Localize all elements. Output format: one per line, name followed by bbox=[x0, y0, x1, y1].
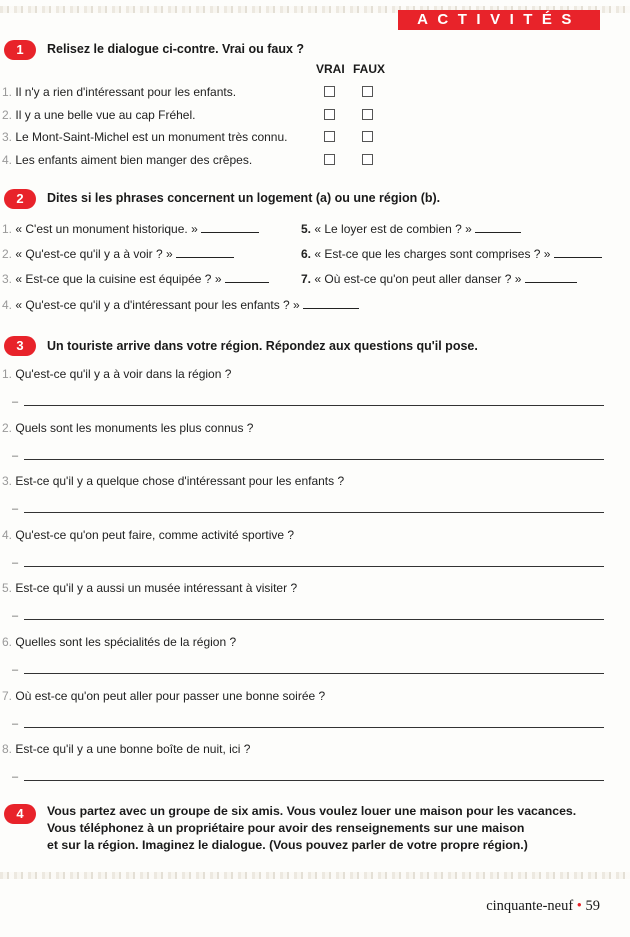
answer-line[interactable] bbox=[24, 459, 604, 460]
ex3-question: 3. Est-ce qu'il y a quelque chose d'intéressant pour les enfants ? bbox=[2, 474, 345, 488]
ex3-question: 5. Est-ce qu'il y a aussi un musée intéressant à visiter ? bbox=[2, 581, 298, 595]
answer-dash: – bbox=[12, 610, 19, 622]
faux-checkbox[interactable] bbox=[362, 131, 373, 142]
ex2-item: 4. « Qu'est-ce qu'il y a d'intéressant pour les enfants ? » bbox=[2, 298, 359, 312]
answer-blank[interactable] bbox=[554, 248, 602, 258]
answer-dash: – bbox=[12, 718, 19, 730]
answer-blank[interactable] bbox=[225, 273, 269, 283]
col-faux: FAUX bbox=[353, 62, 386, 76]
answer-dash: – bbox=[12, 396, 19, 408]
answer-dash: – bbox=[12, 450, 19, 462]
ex2-item: 3. « Est-ce que la cuisine est équipée ? » bbox=[2, 272, 269, 286]
answer-line[interactable] bbox=[24, 780, 604, 781]
col-vrai: VRAI bbox=[316, 62, 345, 76]
answer-dash: – bbox=[12, 771, 19, 783]
vrai-checkbox[interactable] bbox=[324, 131, 335, 142]
exercise-4-badge: 4 bbox=[4, 804, 36, 824]
exercise-1-badge: 1 bbox=[4, 40, 36, 60]
faux-checkbox[interactable] bbox=[362, 109, 373, 120]
vrai-checkbox[interactable] bbox=[324, 154, 335, 165]
ex2-item: 1. « C'est un monument historique. » bbox=[2, 222, 259, 236]
exercise-3-badge: 3 bbox=[4, 336, 36, 356]
answer-line[interactable] bbox=[24, 405, 604, 406]
ex3-question: 7. Où est-ce qu'on peut aller pour passer une bonne soirée ? bbox=[2, 689, 326, 703]
activites-banner: ACTIVITÉS bbox=[398, 10, 600, 30]
ex2-item: 7. « Où est-ce qu'on peut aller danser ? » bbox=[301, 272, 577, 286]
ex3-question: 6. Quelles sont les spécialités de la région ? bbox=[2, 635, 237, 649]
answer-line[interactable] bbox=[24, 727, 604, 728]
bottom-texture-strip bbox=[0, 872, 630, 879]
exercise-2-instruction: Dites si les phrases concernent un logement (a) ou une région (b). bbox=[47, 191, 441, 205]
ex2-item: 5. « Le loyer est de combien ? » bbox=[301, 222, 521, 236]
answer-dash: – bbox=[12, 557, 19, 569]
ex3-question: 1. Qu'est-ce qu'il y a à voir dans la région ? bbox=[2, 367, 232, 381]
ex3-question: 4. Qu'est-ce qu'on peut faire, comme activité sportive ? bbox=[2, 528, 295, 542]
exercise-2-badge: 2 bbox=[4, 189, 36, 209]
answer-blank[interactable] bbox=[176, 248, 234, 258]
ex3-question: 2. Quels sont les monuments les plus connus ? bbox=[2, 421, 254, 435]
faux-checkbox[interactable] bbox=[362, 86, 373, 97]
exercise-4-instruction: Vous partez avec un groupe de six amis. Vous voulez louer une maison pour les vacances. Vous téléphonez à un propriétaire pour avoir des renseignements sur une maison et sur la région. Imaginez le dialogue. (Vous pouvez parler de votre propre région.) bbox=[47, 804, 577, 852]
faux-checkbox[interactable] bbox=[362, 154, 373, 165]
vrai-checkbox[interactable] bbox=[324, 109, 335, 120]
answer-dash: – bbox=[12, 503, 19, 515]
ex2-item: 6. « Est-ce que les charges sont comprises ? » bbox=[301, 247, 602, 261]
footer-bullet: • bbox=[576, 898, 582, 914]
answer-line[interactable] bbox=[24, 566, 604, 567]
page-footer bbox=[486, 898, 600, 915]
answer-blank[interactable] bbox=[525, 273, 577, 283]
page-word: cinquante-neuf bbox=[486, 898, 574, 914]
answer-blank[interactable] bbox=[201, 223, 259, 233]
answer-blank[interactable] bbox=[303, 299, 359, 309]
answer-line[interactable] bbox=[24, 673, 604, 674]
exercise-1-instruction: Relisez le dialogue ci-contre. Vrai ou faux ? bbox=[47, 42, 305, 56]
answer-line[interactable] bbox=[24, 512, 604, 513]
answer-dash: – bbox=[12, 664, 19, 676]
vrai-checkbox[interactable] bbox=[324, 86, 335, 97]
exercise-3-instruction: Un touriste arrive dans votre région. Répondez aux questions qu'il pose. bbox=[47, 339, 478, 353]
ex2-item: 2. « Qu'est-ce qu'il y a à voir ? » bbox=[2, 247, 234, 261]
answer-blank[interactable] bbox=[475, 223, 521, 233]
page-number: 59 bbox=[585, 898, 600, 914]
ex3-question: 8. Est-ce qu'il y a une bonne boîte de nuit, ici ? bbox=[2, 742, 251, 756]
answer-line[interactable] bbox=[24, 619, 604, 620]
